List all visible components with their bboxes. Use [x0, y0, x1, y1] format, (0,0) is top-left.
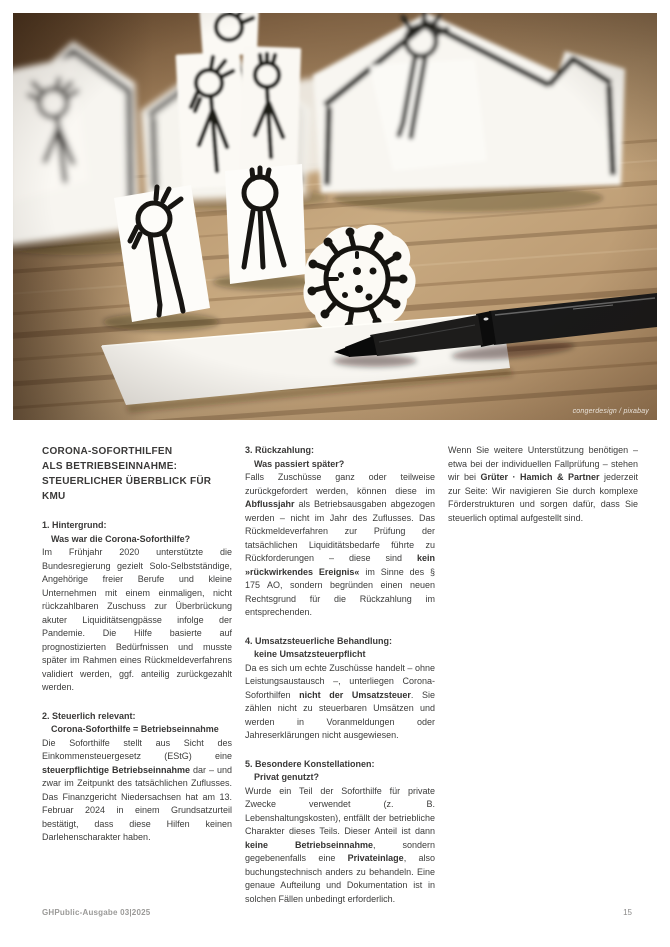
body-text: Die Soforthilfe stellt aus Sicht des Einkommensteuergesetz (EStG) eine [42, 737, 232, 761]
emphasized-text: kein »rückwirkendes Ereignis« [245, 553, 435, 577]
column-2-sections [245, 444, 435, 906]
body-text: jederzeit zur Seite: Wir navigieren Sie durch komplexe Förderstrukturen und sorgen dafür, dass Sie steuerlich optimal aufgestellt sind. [448, 472, 638, 523]
column-1-sections [42, 519, 232, 845]
section-subheading: Privat genutzt? [254, 772, 320, 782]
emphasized-text: Grüter · Hamich & Partner [480, 472, 600, 482]
section-subheading: Was war die Corona-Soforthilfe? [51, 533, 191, 544]
body-text: dar – und zwar im Zeitpunkt des tatsächlichen Zuflusses. Das Finanzgericht Niedersachsen hat am 13. Februar 2024 in einem Grundsatzurteil bestätigt, dass diese Hilfen keinen Darlehenscharakter haben. [42, 764, 233, 842]
article-section [42, 710, 232, 845]
column-2 [245, 444, 435, 921]
article-title-line: ALS BETRIEBSEINNAHME: [42, 461, 178, 472]
article-title-line: CORONA-SOFORTHILFEN [42, 446, 173, 457]
section-subheading: Corona-Soforthilfe = Betriebseinnahme [51, 724, 219, 734]
page-footer [0, 908, 670, 917]
body-text: , also buchungstechnisch anders zu behandeln. Eine genaue Aufteilung und Dokumentation ist in solchen Fällen unbedingt erforderlich. [245, 853, 435, 904]
article-section [245, 758, 435, 907]
photo-illustration [13, 13, 657, 420]
section-heading: 4. Umsatzsteuerliche Behandlung: [245, 635, 393, 646]
section-heading: 1. Hintergrund: [42, 520, 107, 530]
article-section [42, 519, 232, 695]
article-section [245, 444, 435, 620]
article-body [42, 444, 638, 921]
section-subheading: keine Umsatzsteuerpflicht [254, 649, 366, 659]
column-1 [42, 444, 232, 921]
article-section [245, 635, 435, 743]
footer-page-number: 15 [623, 908, 632, 917]
photo-credit: congerdesign / pixabay [572, 408, 649, 415]
section-paragraph [448, 444, 638, 525]
body-text: Wurde ein Teil der Soforthilfe für private Zwecke verwendet (z. B. Lebenshaltungskosten), entfällt der betriebliche Charakter dieses Teils. Dieser Anteil ist dann [245, 785, 435, 836]
body-text: Wenn Sie weitere Unterstützung benötigen – etwa bei der individuellen Fallprüfung – stehen wir bei [448, 445, 638, 482]
article-section [448, 444, 638, 525]
section-heading: 2. Steuerlich relevant: [42, 710, 136, 721]
footer-issue: GHPublic-Ausgabe 03|2025 [42, 908, 151, 917]
section-paragraph [245, 662, 435, 743]
section-subheading: Was passiert später? [254, 458, 345, 469]
emphasized-text: steuerpflichtige Betriebseinnahme [42, 764, 191, 775]
section-paragraph [42, 546, 232, 695]
column-3-sections [448, 444, 638, 525]
section-paragraph [245, 785, 435, 907]
section-paragraph [42, 737, 232, 845]
body-text: Im Frühjahr 2020 unterstützte die Bundesregierung gezielt Solo-Selbstständige, Angehörige freier Berufe und kleine Unternehmen mit einem einmaligen, nicht rückzahlbaren Zuschuss zur Überbrückung akuter Liquiditätsengpässe infolge der Pandemie. Die Hilfe basierte auf prognostizierten Bedürfnissen und musste später im Rahmen eines Rückmeldeverfahrens validiert werden, ggf. anteilig zurückgezahlt werden. [42, 547, 232, 692]
column-3 [448, 444, 638, 921]
body-text: als Betriebsausgaben abgezogen werden – nicht im Jahr des Zuflusses. Das Rückmeldeverfahren zur Prüfung der tatsächlichen Liquiditätsbedarfe führte zu Rückforderungen – diese sind [245, 499, 435, 563]
emphasized-text: Abflussjahr [245, 499, 295, 509]
emphasized-text: Privateinlage [347, 853, 404, 863]
body-text: . Sie zählen nicht zu steuerbaren Umsätzen und werden in Voranmeldungen oder Jahreserklärungen nicht ausgewiesen. [245, 689, 436, 740]
body-text: , sondern gegebenenfalls eine [245, 839, 436, 863]
section-heading: 5. Besondere Konstellationen: [245, 758, 375, 769]
section-paragraph [245, 471, 435, 620]
article-title [42, 444, 232, 504]
body-text: Falls Zuschüsse ganz oder teilweise zurückgefordert werden, können diese im [245, 472, 435, 496]
body-text: Da es sich um echte Zuschüsse handelt – ohne Leistungsaustausch –, unterliegen Corona-Soforthilfen [245, 662, 435, 700]
article-title-line: STEUERLICHER ÜBERBLICK FÜR KMU [42, 476, 212, 502]
article-photo [13, 13, 657, 420]
body-text: im Sinne des § 175 AO, sondern begründen einen neuen Rechtsgrund für die Rückzahlung im entsprechenden. [245, 566, 435, 617]
emphasized-text: keine Betriebseinnahme [245, 839, 374, 850]
emphasized-text: nicht der Umsatzsteuer [299, 689, 411, 700]
section-heading: 3. Rückzahlung: [245, 445, 315, 455]
